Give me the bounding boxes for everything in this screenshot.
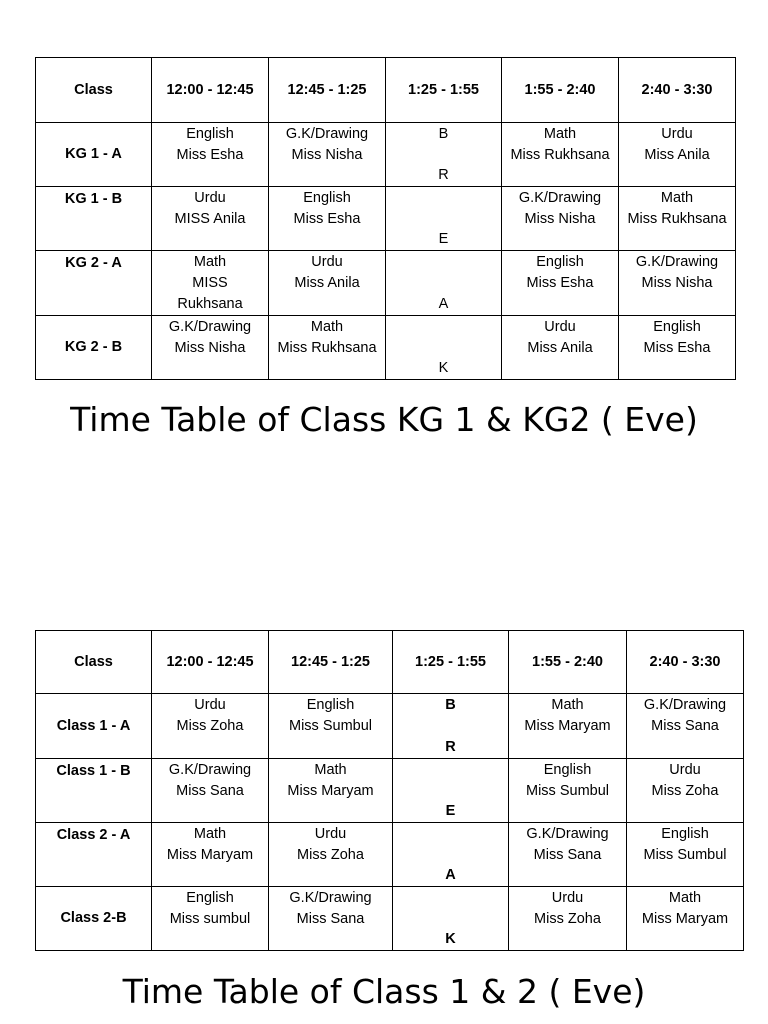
table-row [36,316,736,380]
teacher: Miss Anila [294,275,360,291]
subject-cell [509,759,627,823]
break-letter: B [438,126,449,142]
header-break-period: 1:25 - 1:55 [393,631,509,694]
teacher: Miss Maryam [166,847,254,863]
header-period-5: 2:40 - 3:30 [619,58,736,123]
subject: G.K/Drawing [635,254,719,270]
teacher: Miss Nisha [641,275,713,291]
class-name: KG 2 - B [36,316,152,380]
teacher: Miss Zoha [176,718,244,734]
table-row [36,694,744,759]
subject: G.K/Drawing [289,890,372,906]
subject: G.K/Drawing [285,126,369,142]
subject-cell [152,887,269,951]
subject: G.K/Drawing [168,319,252,335]
subject: Math [551,697,584,713]
teacher: Miss Esha [293,211,361,227]
subject: Math [668,890,702,906]
break-letter: A [445,867,456,883]
table-row [36,887,744,951]
subject-cell [269,887,393,951]
teacher: Miss Anila [527,340,593,356]
teacher: Miss Maryam [641,911,729,927]
break-cell [393,887,509,951]
header-period-1: 12:00 - 12:45 [152,631,269,694]
subject: Urdu [194,190,226,206]
subject: G.K/Drawing [526,826,609,842]
header-class: Class [36,631,152,694]
header-break-period: 1:25 - 1:55 [386,58,502,123]
teacher: Miss Rukhsana [510,147,610,163]
subject-cell [502,187,619,251]
header-period-5: 2:40 - 3:30 [627,631,744,694]
subject-cell [269,316,386,380]
break-letter: E [438,231,449,247]
subject: Urdu [544,319,576,335]
teacher: Miss Maryam [287,783,374,799]
timetable-kg [35,57,736,380]
class-name: KG 2 - A [36,251,152,316]
subject-cell [152,759,269,823]
break-letter: K [445,931,456,947]
teacher: Miss Sana [176,783,244,799]
break-letter: R [438,167,449,183]
teacher: Miss Nisha [174,340,246,356]
subject-cell [627,823,744,887]
class-name: Class 1 - B [36,759,152,823]
class-name: KG 1 - A [36,123,152,187]
table-row [36,123,736,187]
subject: Math [310,319,344,335]
subject: Urdu [661,126,693,142]
teacher: Rukhsana [177,296,243,312]
subject: Math [660,190,694,206]
subject: English [653,319,701,335]
teacher: Miss Sumbul [643,847,727,863]
header-period-1: 12:00 - 12:45 [152,58,269,123]
teacher: Miss Maryam [524,718,611,734]
header-period-2: 12:45 - 1:25 [269,631,393,694]
subject: English [186,890,234,906]
timetable-class-1-2-caption: Time Table of Class 1 & 2 ( Eve) [122,972,646,1011]
subject-cell [269,187,386,251]
subject-cell [627,887,744,951]
subject: English [186,126,234,142]
break-cell [393,759,509,823]
teacher: MISS Anila [174,211,246,227]
subject: English [306,697,355,713]
class-name: Class 2-B [36,887,152,951]
subject-cell [509,887,627,951]
subject-cell [619,187,736,251]
subject: English [661,826,709,842]
break-cell [386,251,502,316]
subject-cell [152,123,269,187]
subject: Urdu [551,890,584,906]
table-row [36,251,736,316]
teacher: Miss Esha [526,275,594,291]
break-cell [386,187,502,251]
teacher: Miss Sumbul [289,718,372,734]
subject: Urdu [311,254,343,270]
class-name: Class 1 - A [36,694,152,759]
subject: Urdu [669,762,701,778]
timetable-kg-caption: Time Table of Class KG 1 & KG2 ( Eve) [70,400,698,439]
header-row [36,58,736,123]
subject: English [303,190,351,206]
teacher: Miss Zoha [297,847,364,863]
teacher: MISS [192,275,228,291]
header-period-2: 12:45 - 1:25 [269,58,386,123]
subject: G.K/Drawing [518,190,602,206]
break-cell [393,823,509,887]
teacher: Miss Nisha [291,147,363,163]
header-period-4: 1:55 - 2:40 [509,631,627,694]
subject-cell [152,694,269,759]
subject-cell [627,759,744,823]
subject-cell [152,187,269,251]
subject-cell [502,123,619,187]
teacher: Miss Anila [644,147,710,163]
subject-cell [502,251,619,316]
subject-cell [152,316,269,380]
class-name: KG 1 - B [36,187,152,251]
teacher: Miss Nisha [524,211,596,227]
subject: English [543,762,592,778]
teacher: Miss Esha [176,147,244,163]
subject-cell [269,694,393,759]
header-row [36,631,744,694]
subject-cell [269,123,386,187]
teacher: Miss Rukhsana [277,340,377,356]
header-class: Class [36,58,152,123]
subject: G.K/Drawing [168,762,252,778]
table-row [36,759,744,823]
break-cell [393,694,509,759]
break-letter: A [438,296,449,312]
break-letter: E [445,803,456,819]
class-name: Class 2 - A [36,823,152,887]
subject-cell [502,316,619,380]
table-row [36,823,744,887]
teacher: Miss sumbul [169,911,251,927]
subject-cell [619,251,736,316]
subject-cell [627,694,744,759]
subject-cell [619,316,736,380]
subject: English [536,254,584,270]
subject: Urdu [194,697,226,713]
break-cell [386,123,502,187]
teacher: Miss Sana [533,847,602,863]
subject-cell [269,823,393,887]
subject-cell [619,123,736,187]
subject: Math [193,826,227,842]
subject-cell [269,251,386,316]
break-letter: K [438,360,449,376]
table-row [36,187,736,251]
subject-cell [152,823,269,887]
subject-cell [152,251,269,316]
teacher: Miss Sana [651,718,719,734]
teacher: Miss Rukhsana [627,211,727,227]
teacher: Miss Zoha [534,911,601,927]
break-letter: R [445,739,456,755]
subject-cell [509,823,627,887]
subject: Math [543,126,577,142]
teacher: Miss Zoha [651,783,719,799]
teacher: Miss Sumbul [526,783,609,799]
teacher: Miss Esha [643,340,711,356]
subject: G.K/Drawing [643,697,727,713]
subject: Math [314,762,347,778]
subject: Math [193,254,227,270]
subject-cell [509,694,627,759]
header-period-4: 1:55 - 2:40 [502,58,619,123]
subject-cell [269,759,393,823]
break-letter: B [445,697,456,713]
break-cell [386,316,502,380]
subject: Urdu [314,826,347,842]
timetable-class-1-2 [35,630,744,951]
teacher: Miss Sana [296,911,365,927]
